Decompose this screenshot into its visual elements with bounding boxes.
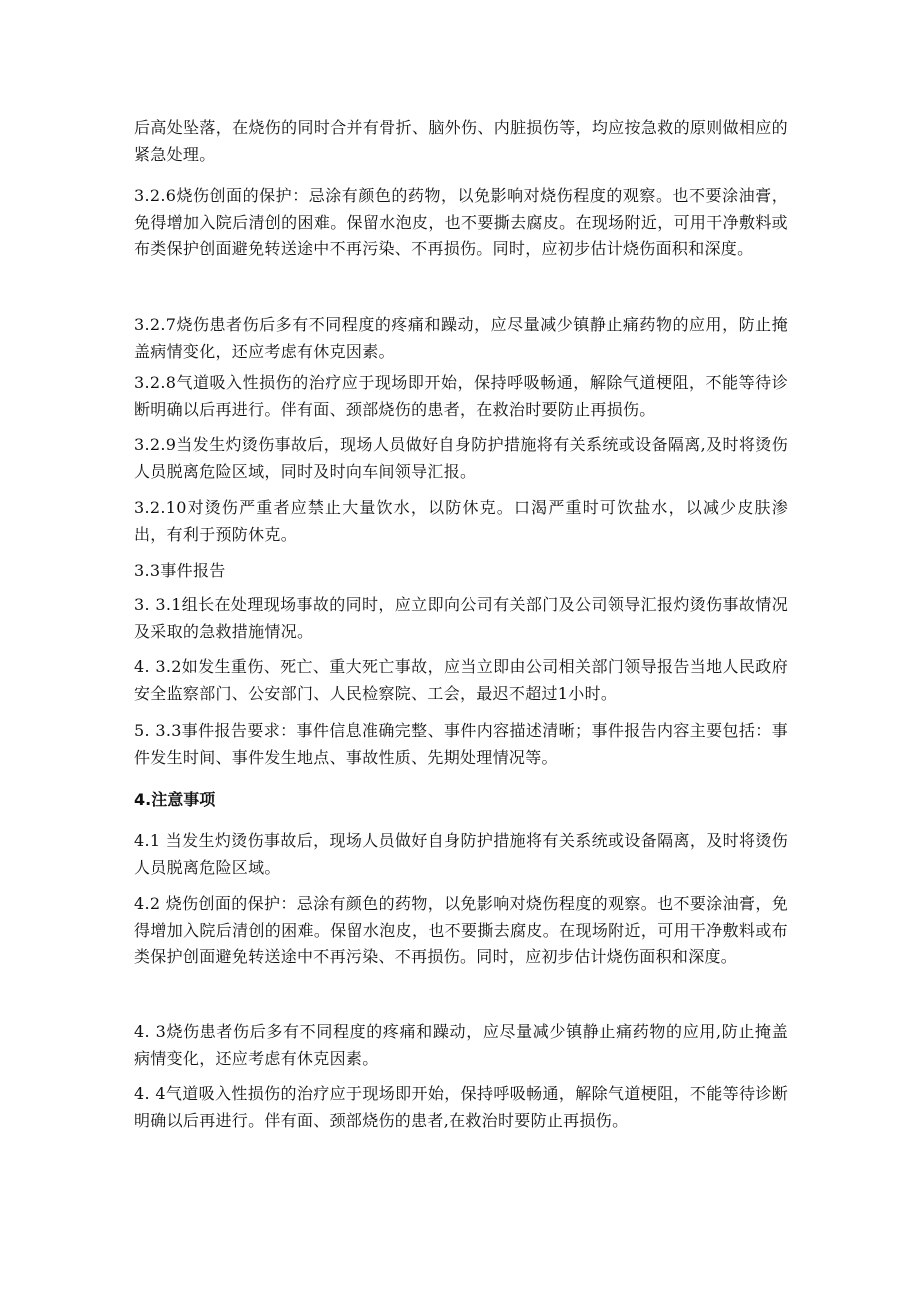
paragraph-3-2-10: 3.2.10对烫伤严重者应禁止大量饮水，以防休克。口渴严重时可饮盐水，以减少皮肤渗出，有利于预防休克。: [134, 498, 788, 544]
paragraph-3-2-6: 3.2.6烧伤创面的保护：忌涂有颜色的药物，以免影响对烧伤程度的观察。也不要涂油膏，免得增加入院后清创的困难。保留水泡皮，也不要撕去腐皮。在现场附近，可用干净敷料或布类保护创面避免转送途中不再污染、不再损伤。同时，应初步估计烧伤面积和深度。: [134, 186, 788, 258]
paragraph-4-1: 4.1 当发生灼烫伤事故后，现场人员做好自身防护措施将有关系统或设备隔离，及时将烫伤人员脱离危险区域。: [134, 831, 788, 877]
paragraph-3-3-3: 5. 3.3事件报告要求：事件信息准确完整、事件内容描述清晰；事件报告内容主要包括：事件发生时间、事件发生地点、事故性质、先期处理情况等。: [134, 721, 788, 767]
paragraph-4-2: 4.2 烧伤创面的保护：忌涂有颜色的药物，以免影响对烧伤程度的观察。也不要涂油膏，免得增加入院后清创的困难。保留水泡皮，也不要撕去腐皮。在现场附近，可用干净敷料或布类保护创面避免转送途中不再污染、不再损伤。同时，应初步估计烧伤面积和深度。: [134, 894, 788, 966]
paragraph-3-2-7: 3.2.7烧伤患者伤后多有不同程度的疼痛和躁动，应尽量减少镇静止痛药物的应用，防止掩盖病情变化，还应考虑有休克因素。: [134, 315, 788, 361]
paragraph-3-3-1: 3. 3.1组长在处理现场事故的同时，应立即向公司有关部门及公司领导汇报灼烫伤事故情况及采取的急救措施情况。: [134, 595, 788, 641]
paragraph-3-2-8: 3.2.8气道吸入性损伤的治疗应于现场即开始，保持呼吸畅通，解除气道梗阻，不能等待诊断明确以后再进行。伴有面、颈部烧伤的患者，在救治时要防止再损伤。: [134, 373, 788, 419]
paragraph-continuation: 后高处坠落，在烧伤的同时合并有骨折、脑外伤、内脏损伤等，均应按急救的原则做相应的紧急处理。: [134, 118, 788, 164]
paragraph-4-3: 4. 3烧伤患者伤后多有不同程度的疼痛和躁动，应尽量减少镇静止痛药物的应用,防止掩盖病情变化，还应考虑有休克因素。: [134, 1022, 788, 1068]
section-heading: 4.注意事项: [134, 790, 216, 809]
paragraph-3-3-2: 4. 3.2如发生重伤、死亡、重大死亡事故，应当立即由公司相关部门领导报告当地人民政府安全监察部门、公安部门、人民检察院、工会，最迟不超过1小时。: [134, 657, 788, 703]
paragraph-4-4: 4. 4气道吸入性损伤的治疗应于现场即开始，保持呼吸畅通，解除气道梗阻，不能等待诊断明确以后再进行。伴有面、颈部烧伤的患者,在救治时要防止再损伤。: [134, 1084, 788, 1130]
paragraph-3-2-9: 3.2.9当发生灼烫伤事故后，现场人员做好自身防护措施将有关系统或设备隔离,及时将烫伤人员脱离危险区域，同时及时向车间领导汇报。: [134, 435, 788, 481]
section-3-3-title: 3.3事件报告: [134, 561, 226, 580]
